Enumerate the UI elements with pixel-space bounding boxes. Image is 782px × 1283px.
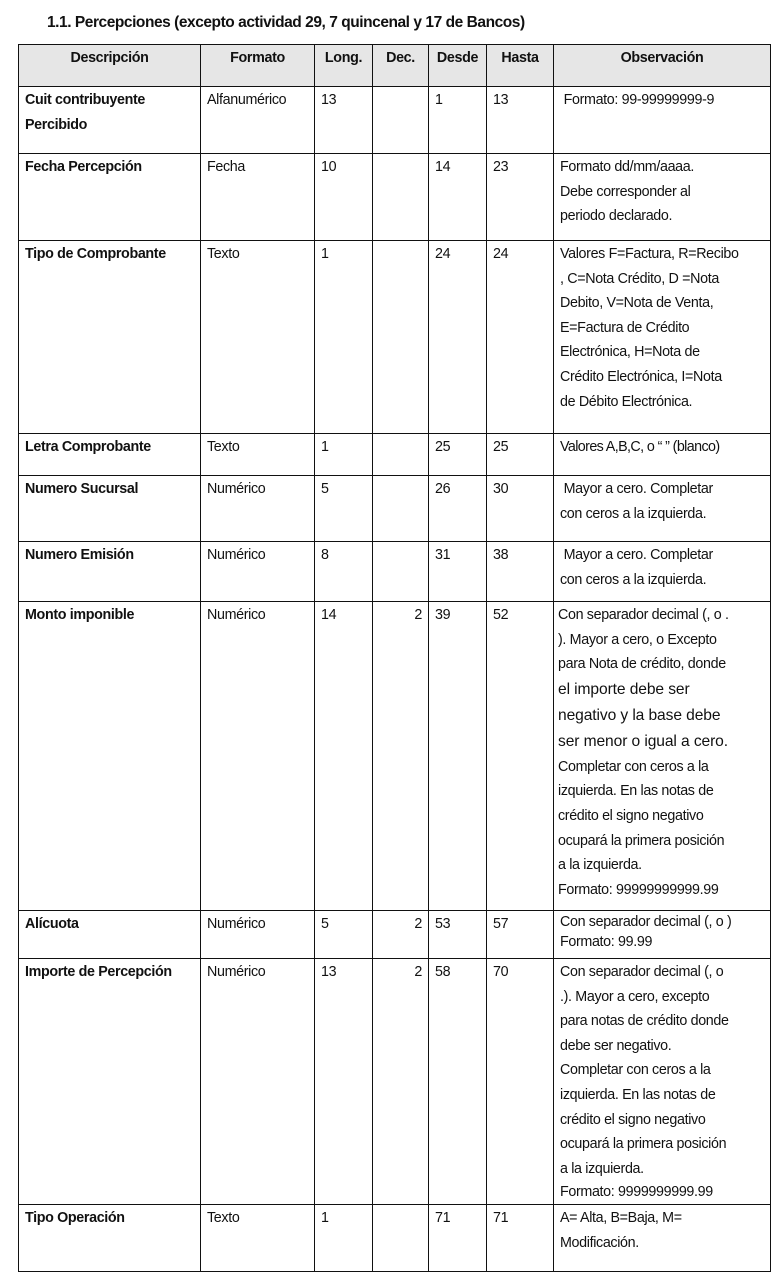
cell-hasta: 13 <box>487 87 554 154</box>
cell-observacion <box>554 87 771 154</box>
cell-formato: Numérico <box>201 476 315 542</box>
cell-dec: 2 <box>373 959 429 1205</box>
table-row <box>19 434 771 476</box>
cell-observacion <box>554 542 771 602</box>
observacion-line: ocupará la primera posición <box>560 1136 727 1153</box>
observacion-line: con ceros a la izquierda. <box>560 571 707 588</box>
cell-dec: 2 <box>373 602 429 911</box>
header-desde: Desde <box>429 45 487 87</box>
observacion-line: A= Alta, B=Baja, M= <box>560 1210 682 1226</box>
descripcion-line: Importe de Percepción <box>25 964 172 980</box>
header-descripcion: Descripción <box>19 45 201 87</box>
observacion-line: .). Mayor a cero, excepto <box>560 988 710 1005</box>
table-row <box>19 241 771 434</box>
cell-observacion <box>554 434 771 476</box>
cell-desde: 39 <box>429 602 487 911</box>
table-row <box>19 87 771 154</box>
descripcion-line: Monto imponible <box>25 607 135 623</box>
observacion-line: izquierda. En las notas de <box>558 783 714 800</box>
observacion-line: negativo y la base debe <box>558 706 721 724</box>
cell-dec <box>373 241 429 434</box>
cell-desde: 31 <box>429 542 487 602</box>
observacion-line: ). Mayor a cero, o Excepto <box>558 631 717 648</box>
cell-desde: 14 <box>429 154 487 241</box>
cell-long: 5 <box>315 911 373 959</box>
cell-dec <box>373 434 429 476</box>
observacion-line: a la izquierda. <box>558 857 642 874</box>
observacion-line: ocupará la primera posición <box>558 832 725 849</box>
cell-hasta: 38 <box>487 542 554 602</box>
cell-desde: 25 <box>429 434 487 476</box>
cell-long: 8 <box>315 542 373 602</box>
cell-long: 1 <box>315 1205 373 1272</box>
observacion-line: , C=Nota Crédito, D =Nota <box>560 270 719 287</box>
observacion-line: Con separador decimal (, o ) <box>560 914 732 930</box>
observacion-line: Debito, V=Nota de Venta, <box>560 295 714 312</box>
cell-observacion <box>554 154 771 241</box>
cell-hasta: 52 <box>487 602 554 911</box>
table-row <box>19 476 771 542</box>
observacion-line: para notas de crédito donde <box>560 1013 729 1030</box>
table-row <box>19 542 771 602</box>
cell-dec <box>373 476 429 542</box>
cell-formato: Numérico <box>201 602 315 911</box>
cell-formato: Texto <box>201 241 315 434</box>
cell-dec <box>373 542 429 602</box>
cell-descripcion <box>19 434 201 476</box>
header-dec: Dec. <box>373 45 429 87</box>
observacion-line: Electrónica, H=Nota de <box>560 344 700 361</box>
cell-descripcion <box>19 911 201 959</box>
cell-desde: 53 <box>429 911 487 959</box>
cell-long: 10 <box>315 154 373 241</box>
descripcion-line: Tipo de Comprobante <box>25 246 166 262</box>
observacion-line: Debe corresponder al <box>560 183 691 200</box>
header-formato: Formato <box>201 45 315 87</box>
descripcion-line: Numero Sucursal <box>25 481 139 497</box>
observacion-line: Con separador decimal (, o <box>560 964 724 980</box>
observacion-line: crédito el signo negativo <box>558 807 704 824</box>
descripcion-line: Tipo Operación <box>25 1210 125 1226</box>
descripcion-line: Numero Emisión <box>25 547 134 563</box>
header-hasta: Hasta <box>487 45 554 87</box>
observacion-line: Formato: 99.99 <box>560 934 653 950</box>
cell-desde: 26 <box>429 476 487 542</box>
descripcion-line: Percibido <box>25 116 87 133</box>
descripcion-line: Letra Comprobante <box>25 439 151 455</box>
cell-hasta: 23 <box>487 154 554 241</box>
cell-observacion <box>554 602 771 911</box>
observacion-line: el importe debe ser <box>558 680 690 698</box>
cell-hasta: 71 <box>487 1205 554 1272</box>
cell-descripcion <box>19 959 201 1205</box>
cell-descripcion <box>19 241 201 434</box>
table-row <box>19 1205 771 1272</box>
observacion-line: para Nota de crédito, donde <box>558 656 726 673</box>
cell-formato: Alfanumérico <box>201 87 315 154</box>
observacion-line: E=Factura de Crédito <box>560 319 690 336</box>
observacion-line: Completar con ceros a la <box>558 758 709 775</box>
observacion-line: izquierda. En las notas de <box>560 1086 716 1103</box>
cell-descripcion <box>19 476 201 542</box>
header-long: Long. <box>315 45 373 87</box>
observacion-line: Con separador decimal (, o . <box>558 607 729 623</box>
observacion-line: Modificación. <box>560 1234 639 1251</box>
table-header-row <box>19 45 771 87</box>
cell-long: 13 <box>315 959 373 1205</box>
observacion-line: Valores F=Factura, R=Recibo <box>560 246 739 262</box>
descripcion-line: Fecha Percepción <box>25 159 142 175</box>
cell-observacion <box>554 911 771 959</box>
observacion-line: Crédito Electrónica, I=Nota <box>560 368 722 385</box>
cell-hasta: 30 <box>487 476 554 542</box>
cell-dec <box>373 154 429 241</box>
cell-dec: 2 <box>373 911 429 959</box>
observacion-line: Formato: 99-99999999-9 <box>560 92 715 108</box>
cell-observacion <box>554 959 771 1205</box>
table-row <box>19 154 771 241</box>
descripcion-line: Alícuota <box>25 916 79 932</box>
cell-dec <box>373 87 429 154</box>
observacion-line: Mayor a cero. Completar <box>560 547 713 563</box>
cell-descripcion <box>19 542 201 602</box>
observacion-line: Mayor a cero. Completar <box>560 481 713 497</box>
observacion-line: Formato dd/mm/aaaa. <box>560 159 694 175</box>
cell-desde: 58 <box>429 959 487 1205</box>
observacion-line: debe ser negativo. <box>560 1037 672 1054</box>
cell-dec <box>373 1205 429 1272</box>
observacion-line: de Débito Electrónica. <box>560 393 693 410</box>
observacion-line: crédito el signo negativo <box>560 1111 706 1128</box>
observacion-line: periodo declarado. <box>560 208 673 225</box>
cell-descripcion <box>19 154 201 241</box>
cell-formato: Fecha <box>201 154 315 241</box>
cell-formato: Texto <box>201 434 315 476</box>
cell-desde: 1 <box>429 87 487 154</box>
cell-long: 13 <box>315 87 373 154</box>
cell-long: 14 <box>315 602 373 911</box>
cell-formato: Numérico <box>201 542 315 602</box>
cell-observacion <box>554 241 771 434</box>
cell-descripcion <box>19 1205 201 1272</box>
cell-hasta: 25 <box>487 434 554 476</box>
observacion-line: Completar con ceros a la <box>560 1062 711 1079</box>
cell-observacion <box>554 476 771 542</box>
observacion-line: Valores A,B,C, o “ ” (blanco) <box>560 439 720 455</box>
descripcion-line: Cuit contribuyente <box>25 92 145 108</box>
cell-long: 1 <box>315 241 373 434</box>
cell-descripcion <box>19 602 201 911</box>
cell-long: 1 <box>315 434 373 476</box>
section-title: 1.1. Percepciones (excepto actividad 29, 7 quincenal y 17 de Bancos) <box>47 14 525 31</box>
cell-desde: 71 <box>429 1205 487 1272</box>
table-row <box>19 602 771 911</box>
cell-hasta: 57 <box>487 911 554 959</box>
cell-formato: Texto <box>201 1205 315 1272</box>
header-observacion: Observación <box>554 45 771 87</box>
cell-formato: Numérico <box>201 911 315 959</box>
table-row <box>19 959 771 1205</box>
observacion-line: a la izquierda. <box>560 1160 644 1177</box>
cell-hasta: 70 <box>487 959 554 1205</box>
table-row <box>19 911 771 959</box>
cell-long: 5 <box>315 476 373 542</box>
cell-desde: 24 <box>429 241 487 434</box>
observacion-line: con ceros a la izquierda. <box>560 505 707 522</box>
observacion-line: Formato: 9999999999.99 <box>560 1184 713 1201</box>
observacion-line: Formato: 99999999999.99 <box>558 881 719 898</box>
observacion-line: ser menor o igual a cero. <box>558 732 728 750</box>
cell-hasta: 24 <box>487 241 554 434</box>
cell-formato: Numérico <box>201 959 315 1205</box>
field-spec-table <box>18 44 771 1272</box>
cell-descripcion <box>19 87 201 154</box>
cell-observacion <box>554 1205 771 1272</box>
